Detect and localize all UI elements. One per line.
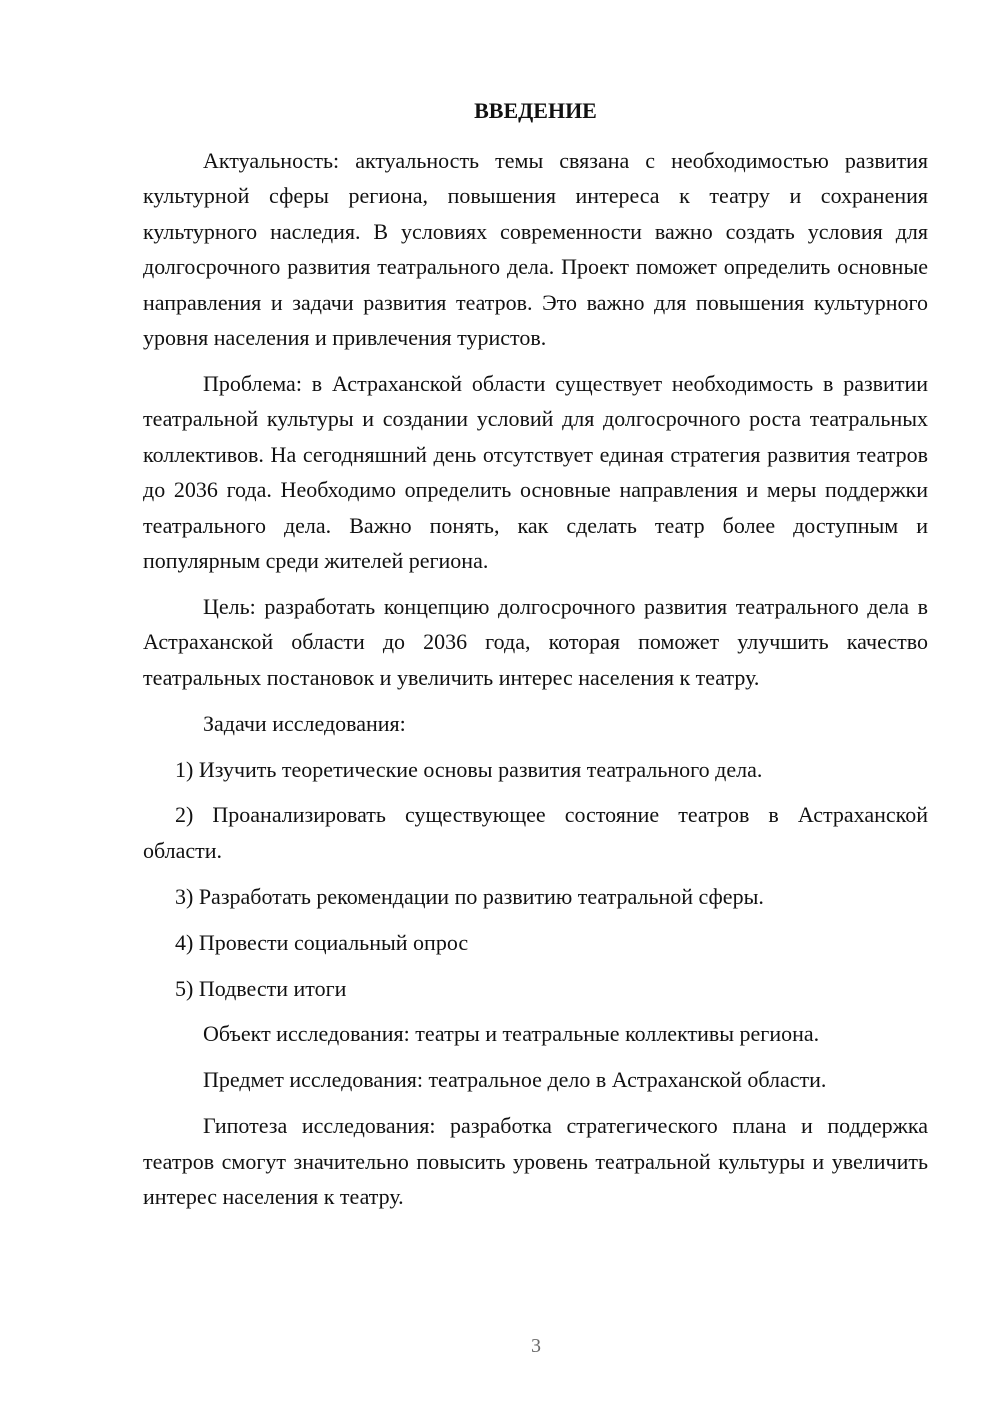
list-item-task-2: 2) Проанализировать существующее состояние театров в Астраханской области. (143, 802, 928, 863)
list-item-task-4: 4) Провести социальный опрос (175, 929, 469, 955)
paragraph-tasks-heading: Задачи исследования: (203, 710, 406, 736)
list-item-task-5: 5) Подвести итоги (175, 975, 347, 1001)
paragraph-relevance: Актуальность: актуальность темы связана с необходимостью развития культурной сферы региона, повышения интереса к театру и сохранения культурного наследия. В условиях современности важно создать условия для долгосрочного развития театрального дела. Проект поможет определить основные направления и задачи развития театров. Это важно для повышения культурного уровня населения и привлечения туристов. (143, 148, 928, 351)
paragraph-subject: Предмет исследования: театральное дело в Астраханской области. (203, 1067, 827, 1093)
page-number: 3 (531, 1335, 541, 1357)
list-item-task-3: 3) Разработать рекомендации по развитию театральной сферы. (175, 883, 764, 909)
list-item-task-1: 1) Изучить теоретические основы развития театрального дела. (175, 756, 763, 782)
paragraph-hypothesis: Гипотеза исследования: разработка стратегического плана и поддержка театров смогут значительно повысить уровень театральной культуры и увеличить интерес населения к театру. (143, 1113, 928, 1210)
document-body (143, 143, 928, 1225)
paragraph-object: Объект исследования: театры и театральные коллективы региона. (203, 1021, 820, 1047)
page-title: ВВЕДЕНИЕ (474, 98, 597, 123)
paragraph-problem: Проблема: в Астраханской области существует необходимость в развитии театральной культуры и создании условий для долгосрочного роста театральных коллективов. На сегодняшний день отсутствует единая стратегия развития театров до 2036 года. Необходимо определить основные направления и меры поддержки театрального дела. Важно понять, как сделать театр более доступным и популярным среди жителей региона. (143, 370, 928, 573)
paragraph-goal: Цель: разработать концепцию долгосрочного развития театрального дела в Астраханской области до 2036 года, которая поможет улучшить качество театральных постановок и увеличить интерес населения к театру. (143, 593, 928, 690)
